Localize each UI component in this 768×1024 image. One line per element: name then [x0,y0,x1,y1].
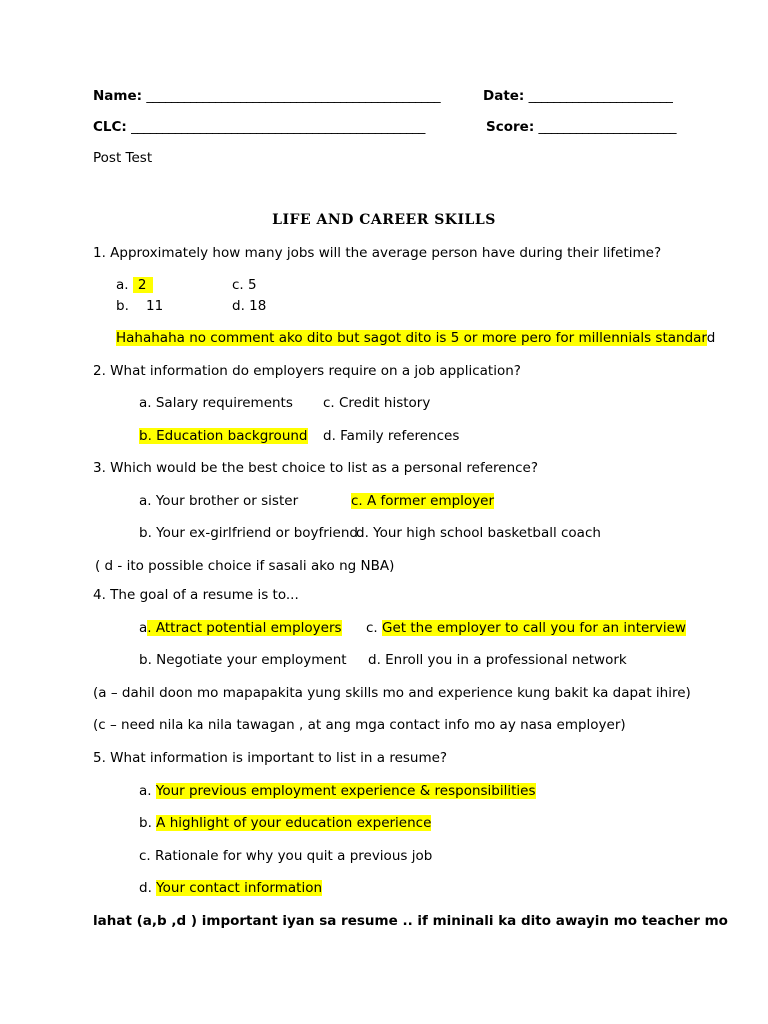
q2-option-c: c. Credit history [323,395,431,411]
q1-option-b: b. 11 [116,298,164,314]
q3-option-c-answer: c. A former employer [351,493,495,509]
name-field [93,87,440,105]
clc-field [93,118,425,136]
q2-option-b [139,427,308,445]
clc-label: CLC: [93,119,127,135]
question-4: 4. The goal of a resume is to... [93,587,299,603]
q5-option-b-letter: b. [139,815,152,831]
q4-option-a [139,619,342,637]
q4-option-a-answer: . Attract potential employers [147,620,342,636]
clc-blank: _______________________________________________ [131,119,425,135]
q4-option-c [366,619,686,637]
question-2: 2. What information do employers require on a job application? [93,363,521,379]
q4-option-a-letter: a [139,620,148,636]
q4-option-d: d. Enroll you in a professional network [368,652,627,668]
test-type: Post Test [93,150,153,166]
q4-option-b: b. Negotiate your employment [139,652,347,668]
date-blank: _______________________ [528,88,673,104]
q2-option-a: a. Salary requirements [139,395,293,411]
q4-note-a: (a – dahil doon mo mapapakita yung skills mo and experience kung bakit ka dapat ihire) [93,685,691,701]
q1-comment-tail: d [706,330,716,346]
score-field [486,118,676,136]
q1-option-d: d. 18 [232,298,267,314]
question-3: 3. Which would be the best choice to list as a personal reference? [93,460,539,476]
q1-option-c: c. 5 [232,277,257,293]
q1-option-a-letter: a. [116,277,129,293]
q5-option-a-letter: a. [139,783,152,799]
question-1: 1. Approximately how many jobs will the average person have during their lifetime? [93,245,662,261]
q1-comment [116,329,715,347]
q5-option-a [139,782,536,800]
q5-option-a-answer: Your previous employment experience & responsibilities [155,783,536,799]
question-5: 5. What information is important to list in a resume? [93,750,448,766]
score-blank: ______________________ [538,119,677,135]
q4-option-c-letter: c. [366,620,378,636]
name-blank: _______________________________________________ [146,88,441,104]
q3-option-b: b. Your ex-girlfriend or boyfriend [139,525,358,541]
q3-note: ( d - ito possible choice if sasali ako ng NBA) [95,558,395,574]
q5-option-d [139,879,322,897]
q1-comment-highlight: Hahahaha no comment ako dito but sagot dito is 5 or more pero for millennials standar [116,330,707,346]
q1-option-a-answer: 2 [133,277,154,293]
q5-option-d-answer: Your contact information [156,880,323,896]
date-label: Date: [483,88,525,104]
q4-option-c-answer: Get the employer to call you for an interview [382,620,686,636]
q3-option-c [351,492,494,510]
q3-option-d: d. Your high school basketball coach [356,525,601,541]
date-field [483,87,672,105]
q5-option-d-letter: d. [139,880,152,896]
q5-note: lahat (a,b ,d ) important iyan sa resume .. if mininali ka dito awayin mo teacher mo [93,913,728,929]
q4-note-c: (c – need nila ka nila tawagan , at ang mga contact info mo ay nasa employer) [93,717,626,733]
q5-option-b [139,814,431,832]
q5-option-b-answer: A highlight of your education experience [156,815,432,831]
q3-option-a: a. Your brother or sister [139,493,299,509]
q1-option-a [116,276,153,294]
q5-option-c: c. Rationale for why you quit a previous job [139,848,433,864]
page-title: LIFE AND CAREER SKILLS [272,212,496,228]
q2-option-b-answer: b. Education background [139,428,308,444]
q2-option-d: d. Family references [323,428,460,444]
score-label: Score: [486,119,535,135]
name-label: Name: [93,88,143,104]
